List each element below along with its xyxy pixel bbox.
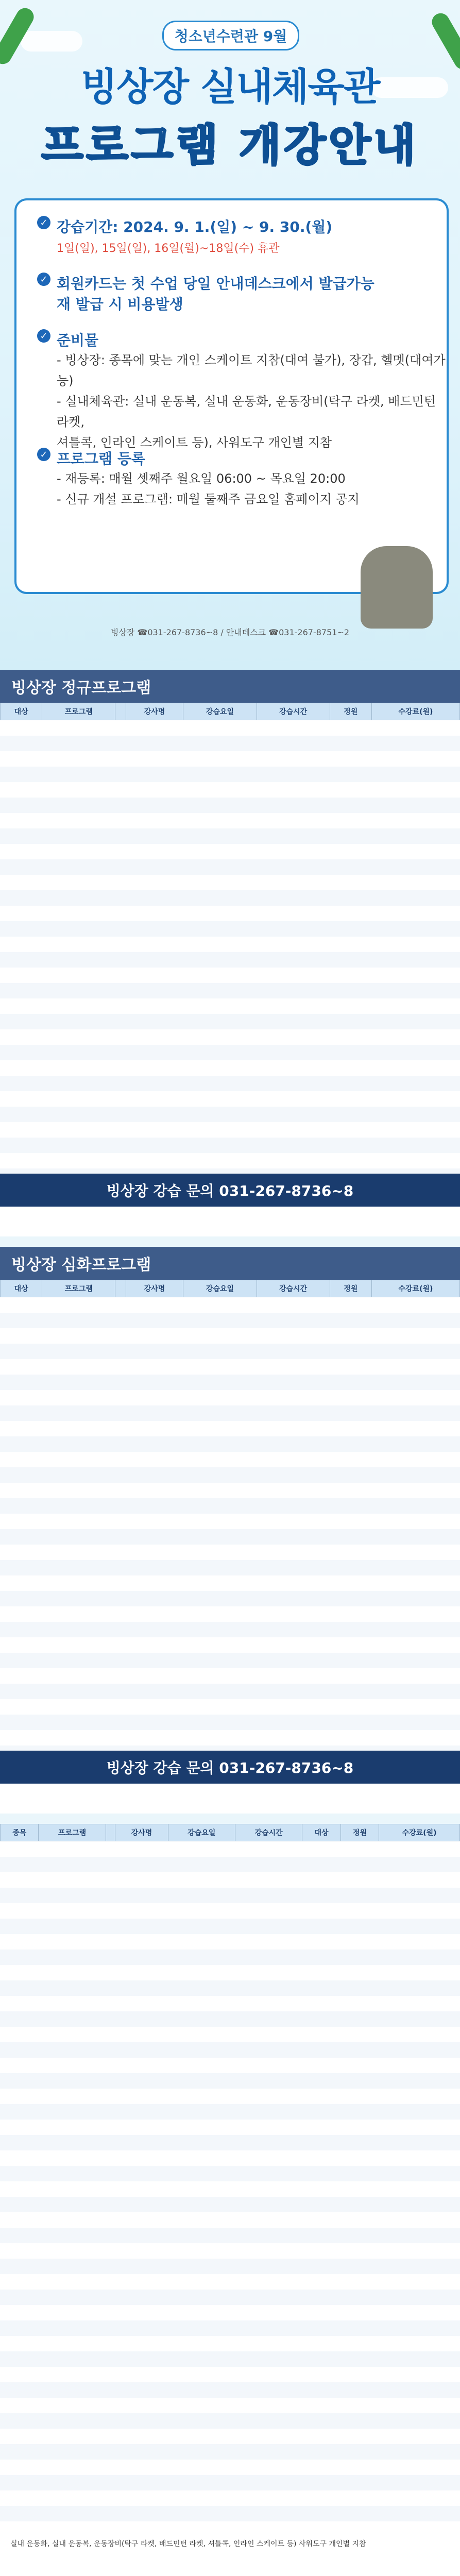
regular-program-section	[0, 670, 460, 1236]
contact-banner: 빙상장 강습 문의 031-267-8736~8	[0, 1174, 460, 1207]
col-header: 프로그램	[42, 1280, 115, 1297]
col-header: 강습시간	[235, 1824, 302, 1841]
prep-line-3: 셔틀콕, 인라인 스케이트 등), 사워도구 개인별 지참	[57, 435, 332, 450]
prep-line-1: - 빙상장: 종목에 맞는 개인 스케이트 지참(대여 불가), 장갑, 헬멧(대여가능)	[57, 353, 446, 388]
col-header: 강습요일	[183, 703, 257, 720]
table-body-placeholder	[0, 1841, 460, 2532]
card-label: 회원카드는 첫 수업 당일 안내데스크에서 발급가능	[57, 275, 374, 292]
col-header: 강사명	[126, 1280, 183, 1297]
col-header: 정원	[330, 703, 371, 720]
reg-label: 프로그램 등록	[57, 450, 146, 467]
col-header: 수강료(원)	[371, 1280, 459, 1297]
col-header: 프로그램	[42, 703, 115, 720]
regular-program-table	[0, 703, 460, 720]
section-title: 빙상장 심화프로그램	[0, 1247, 460, 1280]
section-title: 빙상장 정규프로그램	[0, 670, 460, 703]
prep-row	[37, 329, 447, 453]
col-header: 대상	[1, 703, 42, 720]
period-row	[37, 216, 332, 256]
hero-title-line1: 빙상장 실내체육관	[80, 65, 380, 109]
hero-title-line2: 프로그램 개강안내	[41, 120, 419, 171]
check-icon: ✓	[37, 448, 50, 461]
col-header: 강습시간	[257, 1280, 330, 1297]
reg-line-1: - 재등록: 매월 셋째주 월요일 06:00 ~ 목요일 20:00	[57, 471, 346, 486]
contact-banner: 빙상장 강습 문의 031-267-8736~8	[0, 1751, 460, 1784]
closed-days: 1일(일), 15일(일), 16일(월)~18일(수) 휴관	[57, 242, 280, 255]
check-icon: ✓	[37, 329, 50, 343]
advanced-program-section	[0, 1247, 460, 1814]
col-header: 강사명	[126, 703, 183, 720]
stone-statue-illustration	[361, 546, 433, 629]
col-header: 강사명	[115, 1824, 168, 1841]
col-header	[115, 703, 126, 720]
check-icon: ✓	[37, 273, 50, 286]
hero-footer: 빙상장 ☎031-267-8736~8 / 안내데스크 ☎031-267-8751~2	[110, 628, 350, 637]
info-card	[14, 198, 449, 594]
col-header	[106, 1824, 115, 1841]
col-header	[115, 1280, 126, 1297]
card-row	[37, 273, 374, 314]
hero-badge: 청소년수련관 9월	[162, 21, 299, 50]
col-header: 강습요일	[168, 1824, 235, 1841]
prep-label: 준비물	[57, 332, 99, 349]
col-header: 정원	[340, 1824, 379, 1841]
advanced-program-table	[0, 1280, 460, 1297]
gym-program-table	[0, 1824, 460, 1841]
reg-row	[37, 448, 360, 510]
col-header: 강습시간	[257, 703, 330, 720]
col-header: 대상	[302, 1824, 340, 1841]
period-label: 강습기간: 2024. 9. 1.(일) ~ 9. 30.(월)	[57, 218, 333, 235]
table-body-placeholder	[0, 720, 460, 1174]
col-header: 종목	[1, 1824, 39, 1841]
prep-line-2: - 실내체육관: 실내 운동복, 실내 운동화, 운동장비(탁구 라켓, 배드민턴 라켓,	[57, 394, 436, 429]
cloud-decoration	[21, 31, 82, 52]
card-label2: 재 발급 시 비용발생	[57, 296, 183, 313]
gym-footer-note: 실내 운동화, 실내 운동복, 운동장비(탁구 라켓, 배드민턴 라켓, 셔틀콕, 인라인 스케이트 등) 사워도구 개인별 지참	[10, 2540, 366, 2548]
col-header: 프로그램	[39, 1824, 106, 1841]
col-header: 정원	[330, 1280, 371, 1297]
gym-program-section	[0, 1824, 460, 2576]
reg-line-2: - 신규 개설 프로그램: 매월 둘째주 금요일 홈페이지 공지	[57, 492, 360, 506]
col-header: 수강료(원)	[379, 1824, 460, 1841]
col-header: 대상	[1, 1280, 42, 1297]
hero-banner	[0, 0, 460, 670]
col-header: 강습요일	[183, 1280, 257, 1297]
col-header: 수강료(원)	[371, 703, 459, 720]
check-icon: ✓	[37, 216, 50, 229]
table-body-placeholder	[0, 1297, 460, 1751]
